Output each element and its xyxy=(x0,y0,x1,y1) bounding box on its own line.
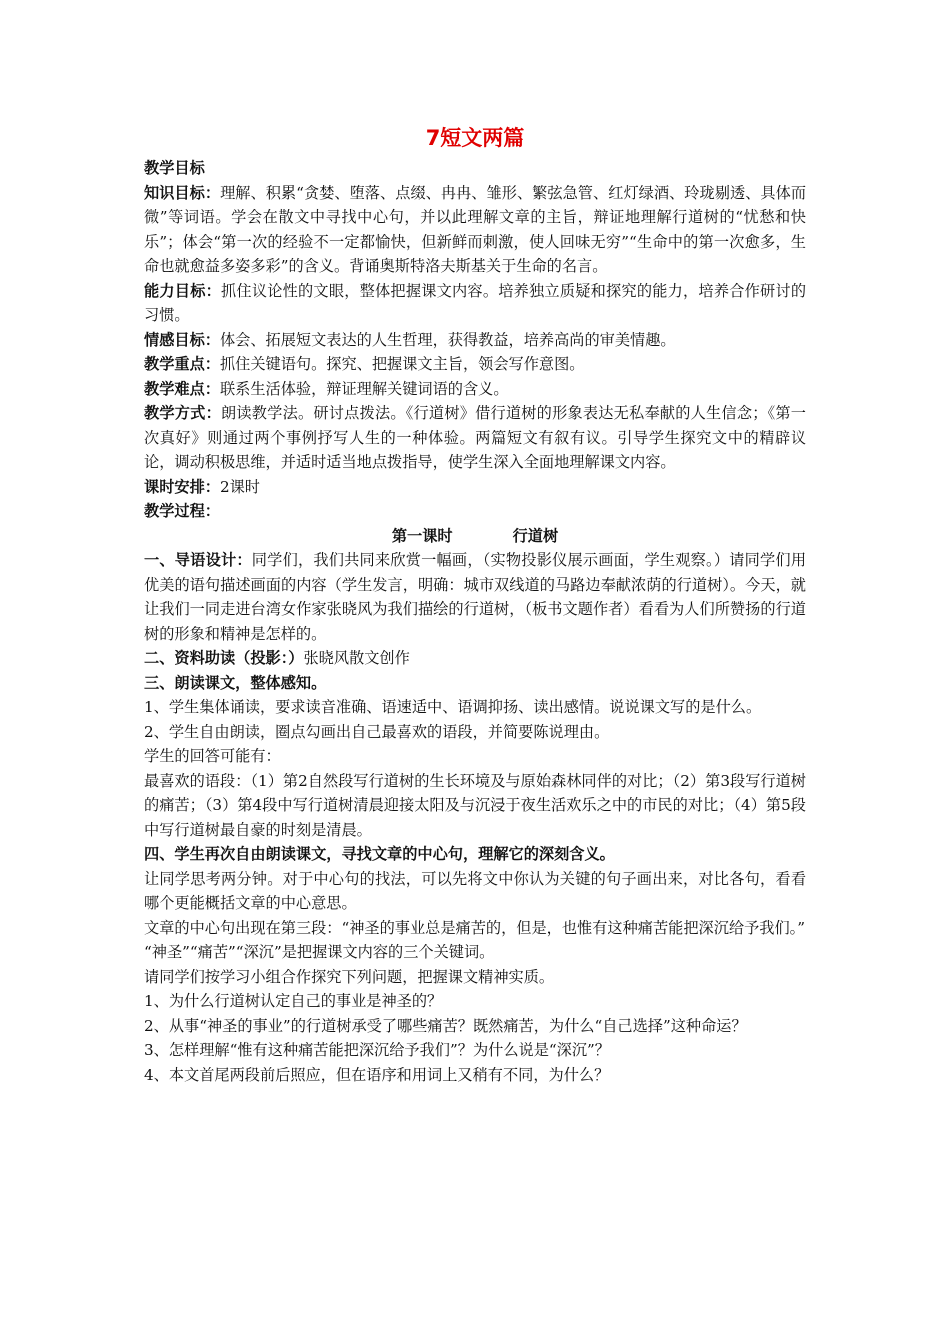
teaching-methods-label: 教学方式： xyxy=(144,404,221,422)
emotion-objective-label: 情感目标： xyxy=(144,330,220,349)
section-4-question-2: 2、从事“神圣的事业”的行道树承受了哪些痛苦？既然痛苦，为什么“自己选择”这种命运？ xyxy=(144,1016,747,1035)
difficulties-label: 教学难点： xyxy=(144,379,220,398)
section-3-label: 三、朗读课文，整体感知。 xyxy=(144,673,327,692)
section-3-item-2: 2、学生自由朗读，圈点勾画出自己最喜欢的语段，并简要陈说理由。 xyxy=(144,722,610,741)
schedule xyxy=(144,475,806,500)
knowledge-objective-label: 知识目标： xyxy=(144,183,221,202)
process-heading: 教学过程： xyxy=(144,502,220,520)
objectives-heading: 教学目标 xyxy=(144,159,205,177)
section-3-item-1: 1、学生集体诵读，要求读音准确、语速适中、语调抑扬、读出感情。说说课文写的是什么。 xyxy=(144,698,762,716)
ability-objective xyxy=(144,279,806,328)
key-points xyxy=(144,352,806,377)
section-4-paragraph-1: 让同学思考两分钟。对于中心句的找法，可以先将文中你认为关键的句子画出来，对比各句，看看哪个更能概括文章的中心意思。 xyxy=(144,869,806,912)
section-4-question-4: 4、本文首尾两段前后照应，但在语序和用词上又稍有不同，为什么？ xyxy=(144,1065,610,1084)
difficulties-text: 联系生活体验，辩证理解关键词语的含义。 xyxy=(219,379,509,398)
ability-objective-label: 能力目标： xyxy=(144,281,222,300)
section-4-paragraph-4: 请同学们按学习小组合作探究下列问题，把握课文精神实质。 xyxy=(144,967,555,986)
key-points-label: 教学重点： xyxy=(144,355,220,373)
document-body xyxy=(144,124,806,1087)
section-1 xyxy=(144,548,806,646)
teaching-methods-text: 朗读教学法。研讨点拨法。《行道树》借行道树的形象表达无私奉献的人生信念；《第一次真好》则通过两个事例抒写人生的一种体验。两篇短文有叙有议。引导学生探究文中的精辟议论，调动积极思维，并适时适当地点拨指导，使学生深入全面地理解课文内容。 xyxy=(144,404,806,471)
key-points-text: 抓住关键语句。探究、把握课文主旨，领会写作意图。 xyxy=(219,355,585,373)
knowledge-objective xyxy=(144,181,806,279)
section-4-paragraph-3: “神圣”“痛苦”“深沉”是把握课文内容的三个关键词。 xyxy=(144,943,495,961)
section-1-label: 一、导语设计： xyxy=(144,551,252,569)
difficulties xyxy=(144,377,806,402)
lesson-period: 第一课时 xyxy=(391,526,453,545)
section-4-paragraph-2: 文章的中心句出现在第三段：“神圣的事业总是痛苦的，但是，也惟有这种痛苦能把深沉给予我们。” xyxy=(144,918,805,937)
lesson-name: 行道树 xyxy=(512,526,559,545)
section-1-text: 同学们，我们共同来欣赏一幅画，（实物投影仪展示画面，学生观察。）请同学们用优美的语句描述画面的内容（学生发言，明确：城市双线道的马路边奉献浓荫的行道树）。今天，就让我们一同走进台湾女作家张晓风为我们描绘的行道树，（板书文题作者）看看为人们所赞扬的行道树的形象和精神是怎样的。 xyxy=(144,551,807,643)
schedule-label: 课时安排： xyxy=(144,477,220,496)
teaching-methods xyxy=(144,401,806,475)
section-3-answer: 最喜欢的语段：（1）第2自然段写行道树的生长环境及与原始森林同伴的对比；（2）第3段写行道树的痛苦；（3）第4段中写行道树清晨迎接太阳及与沉浸于夜生活欢乐之中的市民的对比；（4）第5段中写行道树最自豪的时刻是清晨。 xyxy=(144,771,806,839)
emotion-objective xyxy=(144,328,806,353)
lesson-title xyxy=(144,524,806,549)
section-4-question-3: 3、怎样理解“惟有这种痛苦能把深沉给予我们”？为什么说是“深沉”？ xyxy=(144,1041,610,1059)
section-2-label: 二、资料助读（投影：） xyxy=(144,649,304,667)
section-2 xyxy=(144,646,806,671)
schedule-text: 2课时 xyxy=(219,477,260,496)
emotion-objective-text: 体会、拓展短文表达的人生哲理，获得教益，培养高尚的审美情趣。 xyxy=(219,330,676,349)
section-3 xyxy=(144,671,806,696)
knowledge-objective-text: 理解、积累“贪婪、堕落、点缀、冉冉、雏形、繁弦急管、红灯绿酒、玲珑剔透、具体而微”等词语。学会在散文中寻找中心句，并以此理解文章的主旨，辩证地理解行道树的“忧愁和快乐”；体会“第一次的经验不一定都愉快，但新鲜而刺激，使人回味无穷”“生命中的第一次愈多，生命也就愈益多姿多彩”的含义。背诵奥斯特洛夫斯基关于生命的名言。 xyxy=(144,183,807,275)
ability-objective-text: 抓住议论性的文眼，整体把握课文内容。培养独立质疑和探究的能力，培养合作研讨的习惯。 xyxy=(144,281,807,324)
section-3-answer-intro: 学生的回答可能有： xyxy=(144,747,281,765)
section-4-label: 四、学生再次自由朗读课文，寻找文章的中心句，理解它的深刻含义。 xyxy=(144,845,615,863)
document-title: 7短文两篇 xyxy=(425,126,525,150)
section-4 xyxy=(144,842,806,867)
section-2-text: 张晓风散文创作 xyxy=(303,649,410,667)
section-4-question-1: 1、为什么行道树认定自己的事业是神圣的？ xyxy=(144,992,443,1010)
